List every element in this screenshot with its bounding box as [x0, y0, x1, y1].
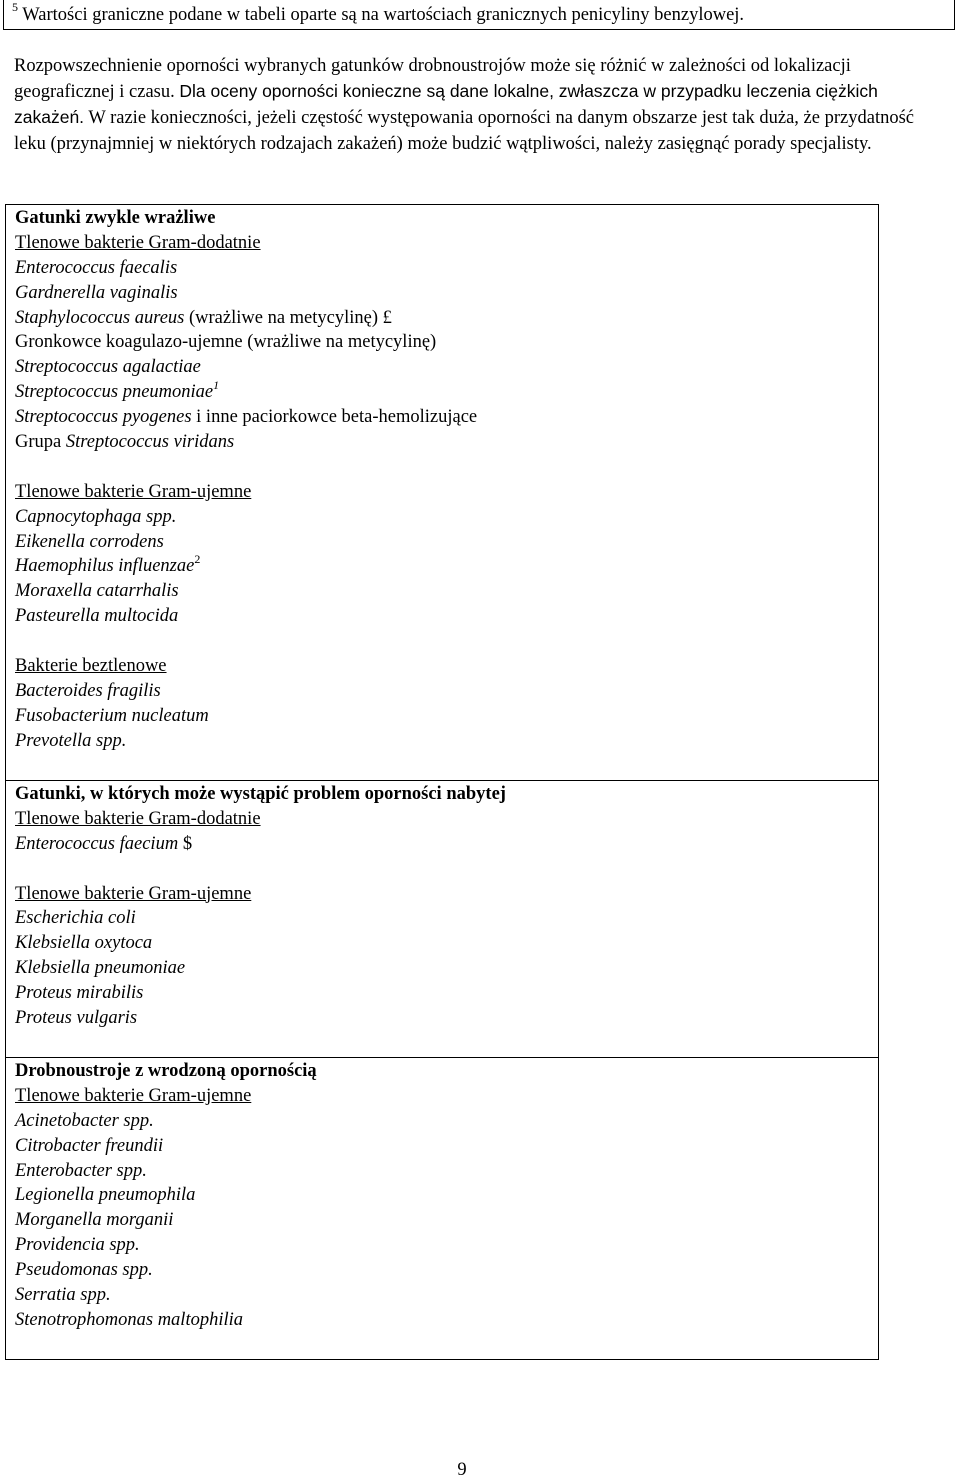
group-heading: Tlenowe bakterie Gram-dodatnie — [15, 232, 261, 253]
species-name: Streptococcus pneumoniae — [15, 382, 214, 403]
list-item: Acinetobacter spp. — [15, 1110, 154, 1131]
species-prefix: Grupa — [15, 432, 66, 453]
list-item — [15, 430, 878, 455]
section-title: Gatunki zwykle wrażliwe — [15, 208, 216, 228]
list-item — [15, 306, 878, 331]
list-item: Citrobacter freundii — [15, 1135, 164, 1156]
section-title: Gatunki, w których może wystąpić problem oporności nabytej — [15, 784, 506, 804]
list-item: Capnocytophaga spp. — [15, 506, 177, 527]
section-acquired-resistance — [6, 780, 878, 1057]
footnote-marker: 5 — [12, 0, 18, 14]
intro-paragraph — [14, 54, 944, 157]
list-item: Gronkowce koagulazo-ujemne (wrażliwe na metycylinę) — [15, 332, 437, 353]
group-heading: Tlenowe bakterie Gram-ujemne — [15, 1085, 252, 1106]
species-note: (wrażliwe na metycylinę) £ — [184, 307, 392, 328]
species-name: Streptococcus viridans — [65, 432, 235, 453]
list-item: Proteus vulgaris — [15, 1008, 138, 1029]
footnote-ref: 1 — [213, 378, 220, 393]
section-inherent-resistance — [6, 1057, 878, 1359]
intro-part-2: Dla oceny oporności konieczne są dane lokalne, zwłaszcza w przypadku leczenia ciężkich zakażeń. — [14, 81, 878, 128]
list-item: Klebsiella oxytoca — [15, 933, 153, 954]
section-title: Drobnoustroje z wrodzoną opornością — [15, 1061, 317, 1081]
list-item: Streptococcus agalactiae — [15, 357, 201, 378]
list-item: Prevotella spp. — [15, 730, 127, 751]
species-note: i inne paciorkowce beta-hemolizujące — [191, 407, 478, 428]
list-item: Escherichia coli — [15, 908, 136, 929]
section-usually-susceptible — [6, 205, 878, 780]
list-item — [15, 554, 878, 579]
list-item: Proteus mirabilis — [15, 983, 144, 1004]
species-name: Staphylococcus aureus — [15, 307, 185, 328]
list-item: Pseudomonas spp. — [15, 1260, 153, 1281]
species-name: Haemophilus influenzae — [15, 556, 195, 577]
list-item: Legionella pneumophila — [15, 1185, 196, 1206]
group-heading: Bakterie beztlenowe — [15, 656, 167, 677]
spacer — [15, 455, 878, 480]
list-item — [15, 380, 878, 405]
list-item: Enterococcus faecalis — [15, 257, 178, 278]
list-item — [15, 405, 878, 430]
list-item: Stenotrophomonas maltophilia — [15, 1309, 243, 1330]
intro-part-3: W razie konieczności, jeżeli częstość występowania oporności na danym obszarze jest tak duża, że przydatność leku (przynajmniej w niektórych rodzajach zakażeń) może budzić wątpliwości, należy zasięgnąć porady specjalisty. — [14, 108, 914, 154]
list-item: Providencia spp. — [15, 1235, 140, 1256]
group-heading: Tlenowe bakterie Gram-ujemne — [15, 883, 252, 904]
list-item: Morganella morganii — [15, 1210, 174, 1231]
species-name: Enterococcus faecium — [15, 833, 179, 854]
list-item: Bacteroides fragilis — [15, 680, 161, 701]
susceptibility-table — [5, 204, 879, 1360]
list-item: Enterobacter spp. — [15, 1160, 147, 1181]
list-item: Gardnerella vaginalis — [15, 282, 178, 303]
list-item: Pasteurella multocida — [15, 606, 179, 627]
page-number: 9 — [457, 1460, 467, 1480]
group-heading: Tlenowe bakterie Gram-dodatnie — [15, 808, 261, 829]
footnote-ref: 2 — [194, 552, 201, 567]
group-heading: Tlenowe bakterie Gram-ujemne — [15, 481, 252, 502]
footnote-box — [3, 0, 955, 30]
list-item — [15, 832, 878, 857]
spacer — [15, 857, 878, 882]
list-item: Eikenella corrodens — [15, 531, 164, 552]
species-name: Streptococcus pyogenes — [15, 407, 192, 428]
list-item: Fusobacterium nucleatum — [15, 705, 209, 726]
list-item: Moraxella catarrhalis — [15, 581, 179, 602]
list-item: Serratia spp. — [15, 1285, 111, 1306]
list-item: Klebsiella pneumoniae — [15, 958, 186, 979]
intro-part-1: Rozpowszechnienie oporności wybranych gatunków drobnoustrojów może się różnić w zależności od lokalizacji geograficznej i czasu. — [14, 56, 851, 103]
species-mark: $ — [178, 833, 193, 854]
footnote-text: Wartości graniczne podane w tabeli oparte są na wartościach granicznych penicyliny benzylowej. — [22, 5, 745, 25]
spacer — [15, 629, 878, 654]
